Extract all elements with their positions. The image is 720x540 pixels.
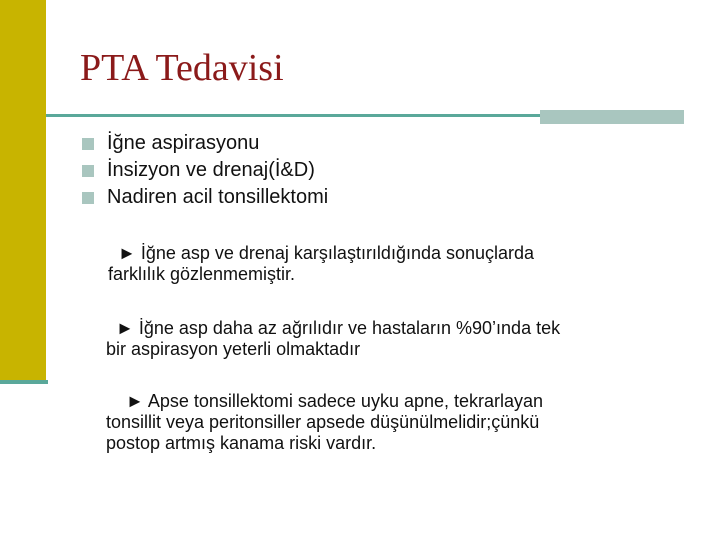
note-paragraph bbox=[108, 243, 668, 285]
note-paragraph bbox=[106, 391, 676, 454]
bullet-item bbox=[82, 184, 328, 211]
bullet-item bbox=[82, 130, 328, 157]
slide-title: PTA Tedavisi bbox=[80, 47, 284, 89]
note-line: bir aspirasyon yeterli olmaktadır bbox=[106, 339, 361, 359]
note-line: ► İğne asp daha az ağrılıdır ve hastaların %90’ında tek bbox=[106, 318, 561, 338]
side-accent-underline bbox=[0, 380, 48, 384]
square-bullet-icon bbox=[82, 192, 94, 204]
note-line: ► Apse tonsillektomi sadece uyku apne, tekrarlayan bbox=[106, 391, 544, 411]
bullet-list bbox=[82, 130, 328, 211]
note-paragraph bbox=[106, 318, 666, 360]
note-line: tonsillit veya peritonsiller apsede düşünülmelidir;çünkü bbox=[106, 412, 540, 432]
side-accent-bar bbox=[0, 0, 46, 380]
square-bullet-icon bbox=[82, 138, 94, 150]
bullet-text: Nadiren acil tonsillektomi bbox=[107, 186, 329, 208]
bullet-text: İnsizyon ve drenaj(İ&D) bbox=[107, 159, 315, 181]
title-divider-block bbox=[540, 110, 684, 124]
note-line: postop artmış kanama riski vardır. bbox=[106, 433, 377, 453]
note-line: farklılık gözlenmemiştir. bbox=[108, 264, 296, 284]
square-bullet-icon bbox=[82, 165, 94, 177]
bullet-text: İğne aspirasyonu bbox=[107, 132, 260, 154]
bullet-item bbox=[82, 157, 328, 184]
note-line: ► İğne asp ve drenaj karşılaştırıldığında sonuçlarda bbox=[108, 243, 535, 263]
